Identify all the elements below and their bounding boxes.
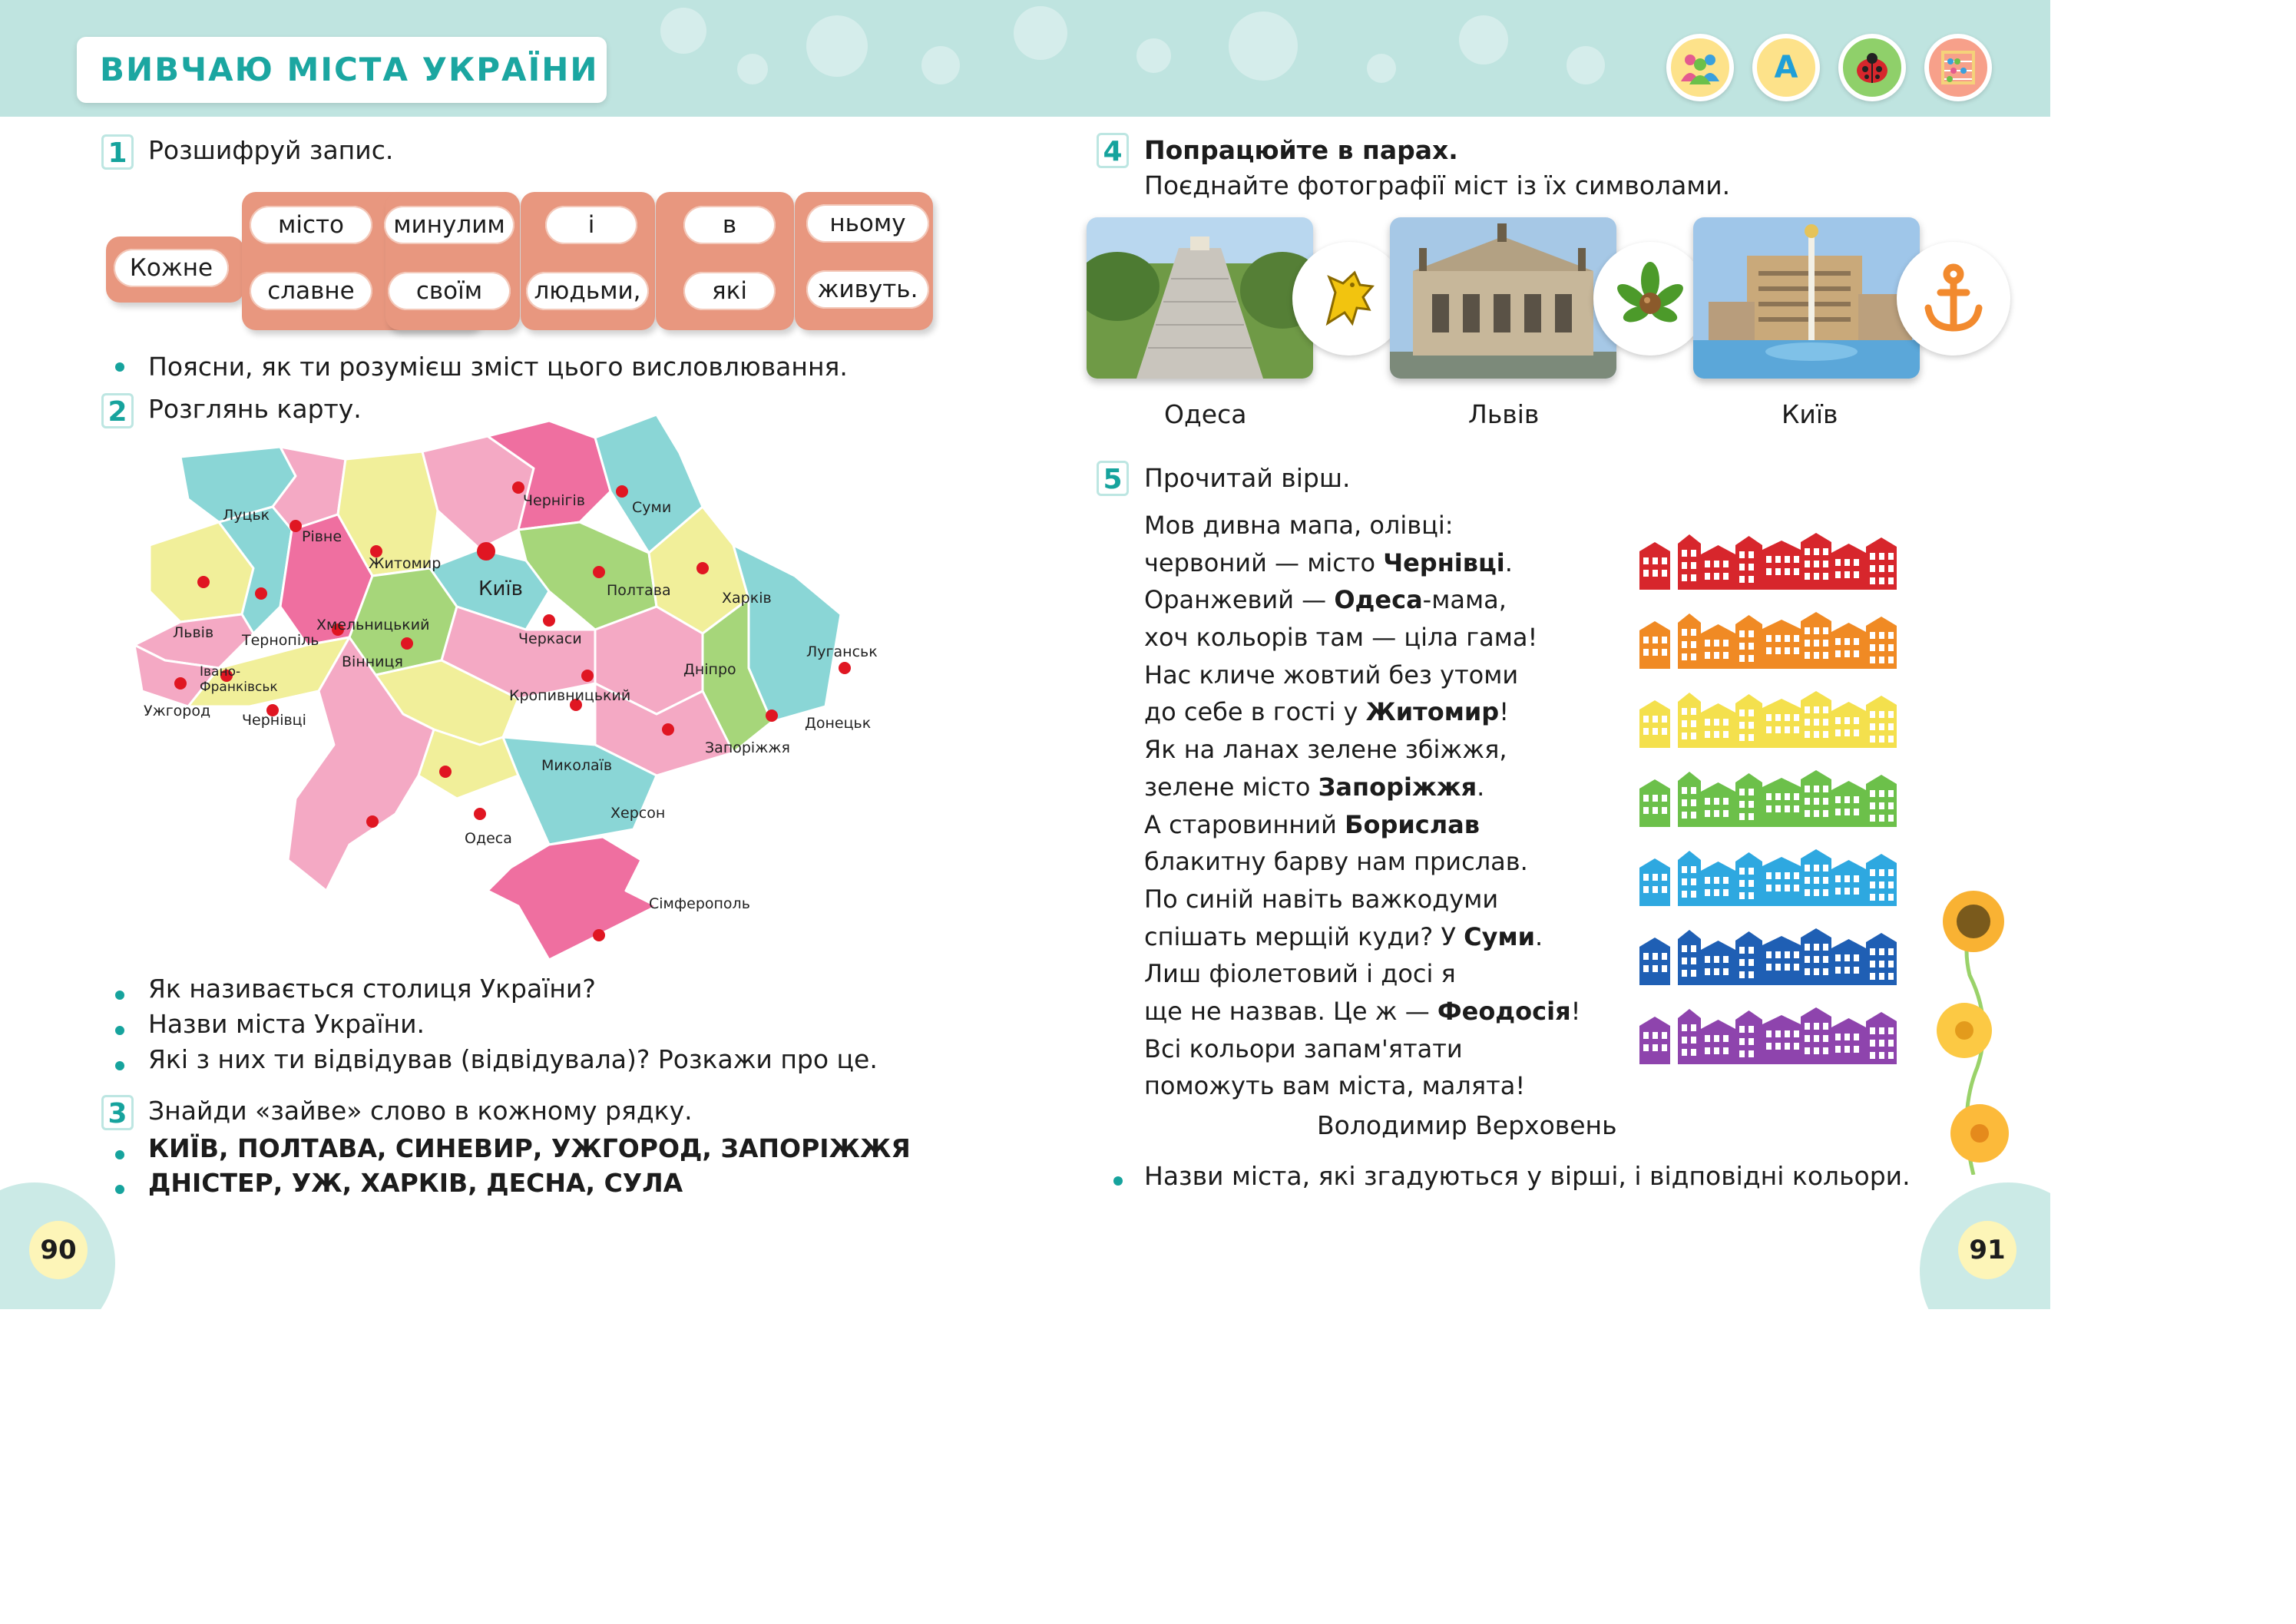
- photo-kyiv[interactable]: [1693, 217, 1920, 379]
- anchor-icon[interactable]: [1897, 242, 2010, 356]
- poem-city-name: Борислав: [1345, 809, 1480, 839]
- word-top-3: і: [545, 206, 637, 244]
- map-label-rivne: Рівне: [302, 528, 342, 545]
- poem-line: [1144, 993, 1580, 1030]
- task-2-instruction: Розглянь карту.: [148, 394, 362, 424]
- map-label-simferopol: Сімферополь: [649, 895, 750, 912]
- poem-line: [1144, 619, 1580, 657]
- task-1-instruction: Розшифруй запис.: [148, 135, 394, 165]
- poem-line: [1144, 806, 1580, 844]
- sunflower-icon: [1950, 1104, 2009, 1163]
- poem-line: [1144, 881, 1580, 918]
- task-3-instruction: Знайди «зайве» слово в кожному рядку.: [148, 1096, 693, 1126]
- city-label-kyiv: Київ: [1782, 399, 1838, 429]
- poem-text: до себе в гості у: [1144, 697, 1366, 727]
- poem-text: Мов дивна мапа, олівці:: [1144, 511, 1454, 540]
- word-top-5: ньому: [806, 204, 929, 243]
- map-label-cherkasy: Черкаси: [518, 630, 582, 647]
- task-5-question: Назви міста, які згадуються у вірші, і відповідні кольори.: [1144, 1161, 1911, 1191]
- word-bottom-4: які: [683, 272, 776, 310]
- poem-text: Оранжевий —: [1144, 585, 1335, 615]
- bullet: [115, 991, 124, 1000]
- poem-text: !: [1499, 697, 1510, 727]
- sunflower-icon: [1937, 1003, 1992, 1058]
- map-label-chernivtsi: Чернівці: [242, 712, 306, 729]
- poem-line: [1144, 918, 1580, 956]
- poem-city-name: Одеса: [1334, 585, 1423, 615]
- poem-text: Лиш фіолетовий і досі я: [1144, 959, 1456, 989]
- poem-text: Всі кольори запам'ятати: [1144, 1034, 1463, 1063]
- map-label-lviv: Львів: [173, 624, 214, 641]
- chestnut-leaf-icon[interactable]: [1593, 242, 1707, 356]
- city-label-lviv: Львів: [1468, 399, 1540, 429]
- map-label-luhansk: Луганськ: [806, 643, 878, 660]
- poem-author: Володимир Верховень: [1317, 1110, 1617, 1140]
- sunflowers-illustration: [1935, 883, 2012, 1175]
- page-number-left: 90: [29, 1221, 88, 1279]
- map-label-frankivsk: Франківськ: [200, 680, 278, 695]
- lion-emblem-icon[interactable]: [1292, 242, 1406, 356]
- map-label-lutsk: Луцьк: [223, 507, 270, 524]
- map-label-ternopil: Тернопіль: [242, 632, 319, 649]
- bullet: [1113, 1176, 1123, 1186]
- poem-line: [1144, 507, 1580, 544]
- poem-text: Як на ланах зелене збіжжя,: [1144, 735, 1507, 765]
- poem-city-name: Чернівці: [1383, 547, 1505, 577]
- bullet: [115, 362, 124, 372]
- task-2-question-2: Назви міста України.: [148, 1009, 425, 1039]
- poem-city-name: Суми: [1464, 921, 1536, 951]
- task-4-instruction: Поєднайте фотографії міст із їх символами.: [1144, 170, 1731, 200]
- word-puzzle-board: [100, 192, 945, 346]
- poem-text: хоч кольорів там — ціла гама!: [1144, 623, 1538, 653]
- page-title: ВИВЧАЮ МІСТА УКРАЇНИ: [100, 51, 599, 88]
- task-1-question: Поясни, як ти розумієш зміст цього висловлювання.: [148, 352, 848, 382]
- task-2-number: 2: [101, 393, 134, 428]
- poem-text: поможуть вам міста, малята!: [1144, 1071, 1526, 1101]
- map-label-kharkiv: Харків: [722, 590, 772, 607]
- poem-text: .: [1477, 772, 1485, 802]
- map-label-zaporizhzhia: Запоріжжя: [705, 739, 790, 756]
- poem-line: [1144, 769, 1580, 806]
- map-label-chernihiv: Чернігів: [523, 492, 585, 509]
- map-label-vinnytsia: Вінниця: [342, 653, 403, 670]
- word-bottom-1: славне: [250, 272, 372, 310]
- poem-text: блакитну барву нам прислав.: [1144, 847, 1528, 877]
- map-label-zhytomyr: Житомир: [369, 555, 442, 572]
- poem-text: Нас кличе жовтий без утоми: [1144, 660, 1519, 690]
- task-2-question-1: Як називається столиця України?: [148, 974, 596, 1004]
- bullet: [115, 1185, 124, 1194]
- poem-line: [1144, 955, 1580, 993]
- word-bottom-5: живуть.: [806, 270, 929, 309]
- task-3-row-1: КИЇВ, ПОЛТАВА, СИНЕВИР, УЖГОРОД, ЗАПОРІЖЖЯ: [148, 1133, 911, 1163]
- task-2-question-3: Які з них ти відвідував (відвідувала)? Розкажи про це.: [148, 1044, 878, 1074]
- poem-text: .: [1504, 547, 1513, 577]
- poem-line: [1144, 843, 1580, 881]
- poem-text: -мама,: [1422, 585, 1507, 615]
- task-4-number: 4: [1097, 133, 1129, 168]
- poem-city-name: Запоріжжя: [1318, 772, 1477, 802]
- ladybug-icon: [1838, 34, 1906, 101]
- poem-line: [1144, 657, 1580, 694]
- task-5-instruction: Прочитай вірш.: [1144, 463, 1351, 493]
- map-label-odesa: Одеса: [465, 830, 512, 847]
- poem-text: зелене місто: [1144, 772, 1318, 802]
- map-label-uzhhorod: Ужгород: [144, 703, 211, 719]
- letter-a-icon: А: [1752, 34, 1820, 101]
- map-label-poltava: Полтава: [607, 582, 671, 599]
- bullet: [115, 1061, 124, 1070]
- word-top-2: минулим: [384, 206, 514, 244]
- poem-line: [1144, 1030, 1580, 1068]
- map-label-kyiv: Київ: [478, 577, 523, 600]
- map-label-kherson: Херсон: [610, 805, 666, 822]
- bullet: [115, 1026, 124, 1035]
- map-label-dnipro: Дніпро: [683, 661, 736, 678]
- word-top-1: місто: [250, 206, 372, 244]
- word-bottom-3: людьми,: [526, 272, 649, 310]
- city-label-odesa: Одеса: [1164, 399, 1247, 429]
- poem-text: .: [1535, 921, 1543, 951]
- poem: [1144, 507, 1580, 1105]
- photo-lviv[interactable]: [1390, 217, 1616, 379]
- poem-line: [1144, 581, 1580, 619]
- bullet: [115, 1150, 124, 1159]
- poem-city-name: Житомир: [1365, 697, 1500, 727]
- poem-text: А старовинний: [1144, 809, 1345, 839]
- poem-line: [1144, 1067, 1580, 1105]
- group-icon: [1666, 34, 1734, 101]
- abacus-icon: [1924, 34, 1992, 101]
- poem-line: [1144, 731, 1580, 769]
- word-start: Кожне: [114, 249, 229, 287]
- map-label-kropyvnytskyi: Кропивницький: [509, 687, 631, 704]
- colored-houses-illustration: [1639, 513, 1901, 1066]
- task-5-number: 5: [1097, 461, 1129, 496]
- map-label-ivano: Івано-: [200, 664, 241, 680]
- poem-text: ще не назвав. Це ж —: [1144, 996, 1437, 1026]
- task-1-number: 1: [101, 134, 134, 170]
- poem-line: [1144, 693, 1580, 731]
- task-3-number: 3: [101, 1095, 134, 1130]
- map-label-sumy: Суми: [632, 499, 672, 516]
- map-label-khmelnytskyi: Хмельницький: [316, 617, 430, 633]
- map-label-mykolaiv: Миколаїв: [541, 757, 613, 774]
- poem-text: спішать мерщій куди? У: [1144, 921, 1464, 951]
- photo-odesa[interactable]: [1087, 217, 1313, 379]
- task-4-title: Попрацюйте в парах.: [1144, 135, 1458, 165]
- poem-text: !: [1570, 996, 1581, 1026]
- page-title-box: [77, 37, 607, 103]
- map-label-donetsk: Донецьк: [805, 715, 872, 732]
- sunflower-icon: [1943, 891, 2004, 952]
- poem-city-name: Феодосія: [1437, 996, 1571, 1026]
- ukraine-map: [119, 415, 956, 967]
- page-number-right: 91: [1958, 1221, 2016, 1279]
- task-3-row-2: ДНІСТЕР, УЖ, ХАРКІВ, ДЕСНА, СУЛА: [148, 1168, 683, 1198]
- word-bottom-2: своїм: [388, 272, 511, 310]
- poem-text: По синій навіть важкодуми: [1144, 884, 1499, 914]
- word-top-4: в: [683, 206, 776, 244]
- poem-line: [1144, 544, 1580, 582]
- poem-text: червоний — місто: [1144, 547, 1384, 577]
